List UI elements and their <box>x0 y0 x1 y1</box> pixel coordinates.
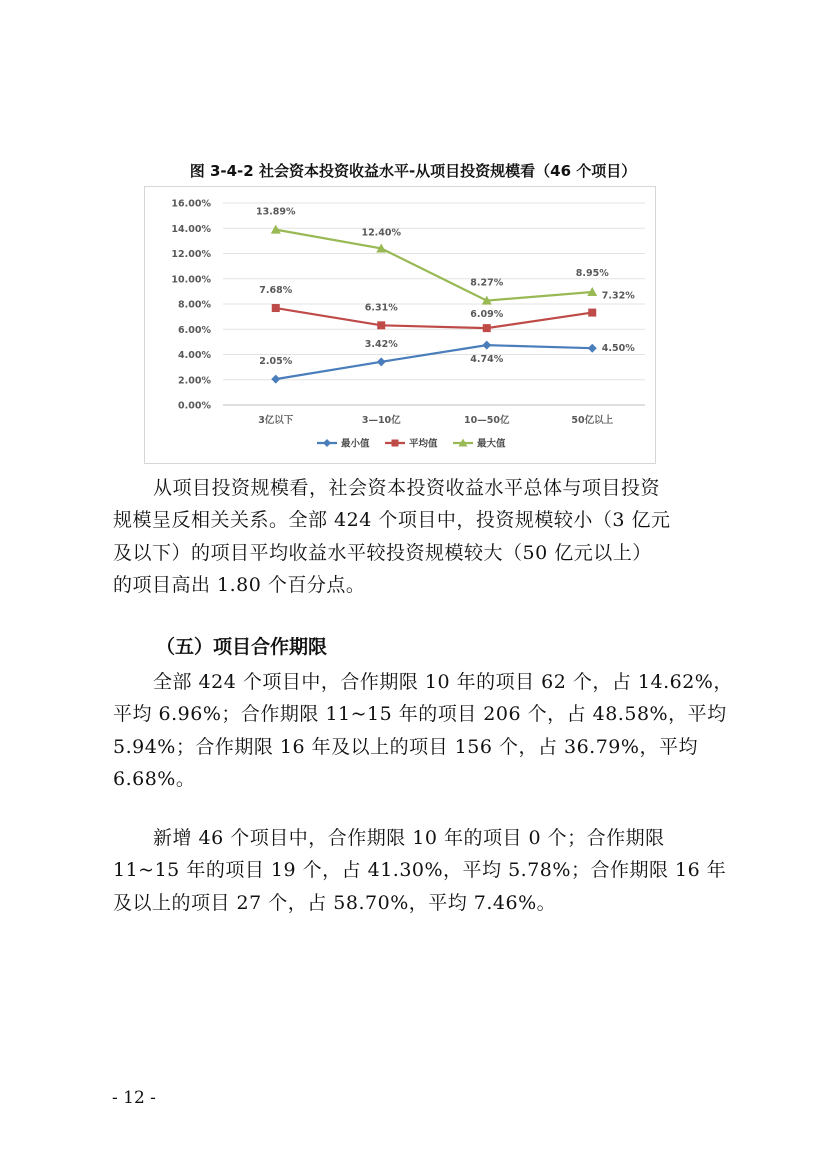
series-line <box>276 230 593 301</box>
data-label: 4.50% <box>601 343 635 355</box>
paragraph-1 <box>113 472 723 601</box>
paragraph-3-line: 11~15 年的项目 19 个，占 41.30%，平均 5.78%；合作期限 16 年 <box>113 859 727 882</box>
y-tick-label: 6.00% <box>178 324 211 336</box>
data-point <box>377 321 385 329</box>
paragraph-3 <box>113 822 727 919</box>
data-label: 8.27% <box>470 277 504 289</box>
data-label: 6.09% <box>470 309 504 321</box>
series-line <box>276 308 593 328</box>
data-point <box>271 375 280 384</box>
data-point <box>377 357 386 366</box>
section-heading: （五）项目合作期限 <box>156 636 328 658</box>
data-point <box>588 344 597 353</box>
data-label: 6.31% <box>364 302 398 314</box>
data-point <box>272 304 280 312</box>
paragraph-1-line: 规模呈反相关关系。全部 424 个项目中，投资规模较小（3 亿元 <box>113 509 671 532</box>
legend-label: 平均值 <box>409 438 438 450</box>
y-tick-label: 16.00% <box>171 198 211 210</box>
y-tick-label: 8.00% <box>178 299 211 311</box>
page-number: - 12 - <box>112 1088 156 1108</box>
x-tick-label: 3—10亿 <box>361 415 401 426</box>
y-tick-label: 10.00% <box>171 274 211 286</box>
paragraph-1-line: 从项目投资规模看，社会资本投资收益水平总体与项目投资 <box>153 477 661 499</box>
figure-caption: 图 3-4-2 社会资本投资收益水平-从项目投资规模看（46 个项目） <box>189 162 637 180</box>
paragraph-2-line: 5.94%；合作期限 16 年及以上的项目 156 个，占 36.79%，平均 <box>113 735 698 758</box>
x-tick-label: 3亿以下 <box>258 415 294 426</box>
data-point <box>482 341 491 350</box>
paragraph-2-line: 全部 424 个项目中，合作期限 10 年的项目 62 个，占 14.62%， <box>153 671 733 693</box>
x-tick-label: 50亿以上 <box>571 415 614 426</box>
line-chart <box>144 186 656 464</box>
legend-marker <box>323 439 331 447</box>
y-tick-label: 2.00% <box>178 375 211 387</box>
chart-svg <box>145 187 655 463</box>
y-tick-label: 4.00% <box>178 350 211 361</box>
legend-label: 最小值 <box>341 438 370 450</box>
data-label: 2.05% <box>259 356 293 368</box>
legend-label: 最大值 <box>477 438 506 450</box>
y-tick-label: 12.00% <box>171 249 211 260</box>
data-label: 8.95% <box>575 268 609 280</box>
data-point <box>588 309 596 317</box>
data-label: 7.68% <box>259 285 293 297</box>
y-tick-label: 14.00% <box>171 223 211 235</box>
paragraph-2-line: 6.68%。 <box>113 767 196 790</box>
data-label: 3.42% <box>364 338 398 350</box>
data-label: 13.89% <box>255 206 296 218</box>
data-point <box>483 324 491 332</box>
y-tick-label: 0.00% <box>178 400 211 412</box>
x-tick-label: 10—50亿 <box>464 415 510 426</box>
paragraph-2 <box>113 666 733 795</box>
data-label: 4.74% <box>470 354 504 366</box>
paragraph-2-line: 平均 6.96%；合作期限 11~15 年的项目 206 个，占 48.58%，平均 <box>113 703 727 726</box>
paragraph-3-line: 及以上的项目 27 个，占 58.70%，平均 7.46%。 <box>113 891 557 914</box>
series-line <box>276 345 593 379</box>
legend-marker <box>392 440 399 447</box>
paragraph-1-line: 及以下）的项目平均收益水平较投资规模较大（50 亿元以上） <box>113 541 652 564</box>
data-point <box>271 225 281 234</box>
data-label: 7.32% <box>601 290 635 302</box>
data-label: 12.40% <box>361 227 402 239</box>
paragraph-3-line: 新增 46 个项目中，合作期限 10 年的项目 0 个；合作期限 <box>153 827 665 849</box>
paragraph-1-line: 的项目高出 1.80 个百分点。 <box>113 573 366 596</box>
